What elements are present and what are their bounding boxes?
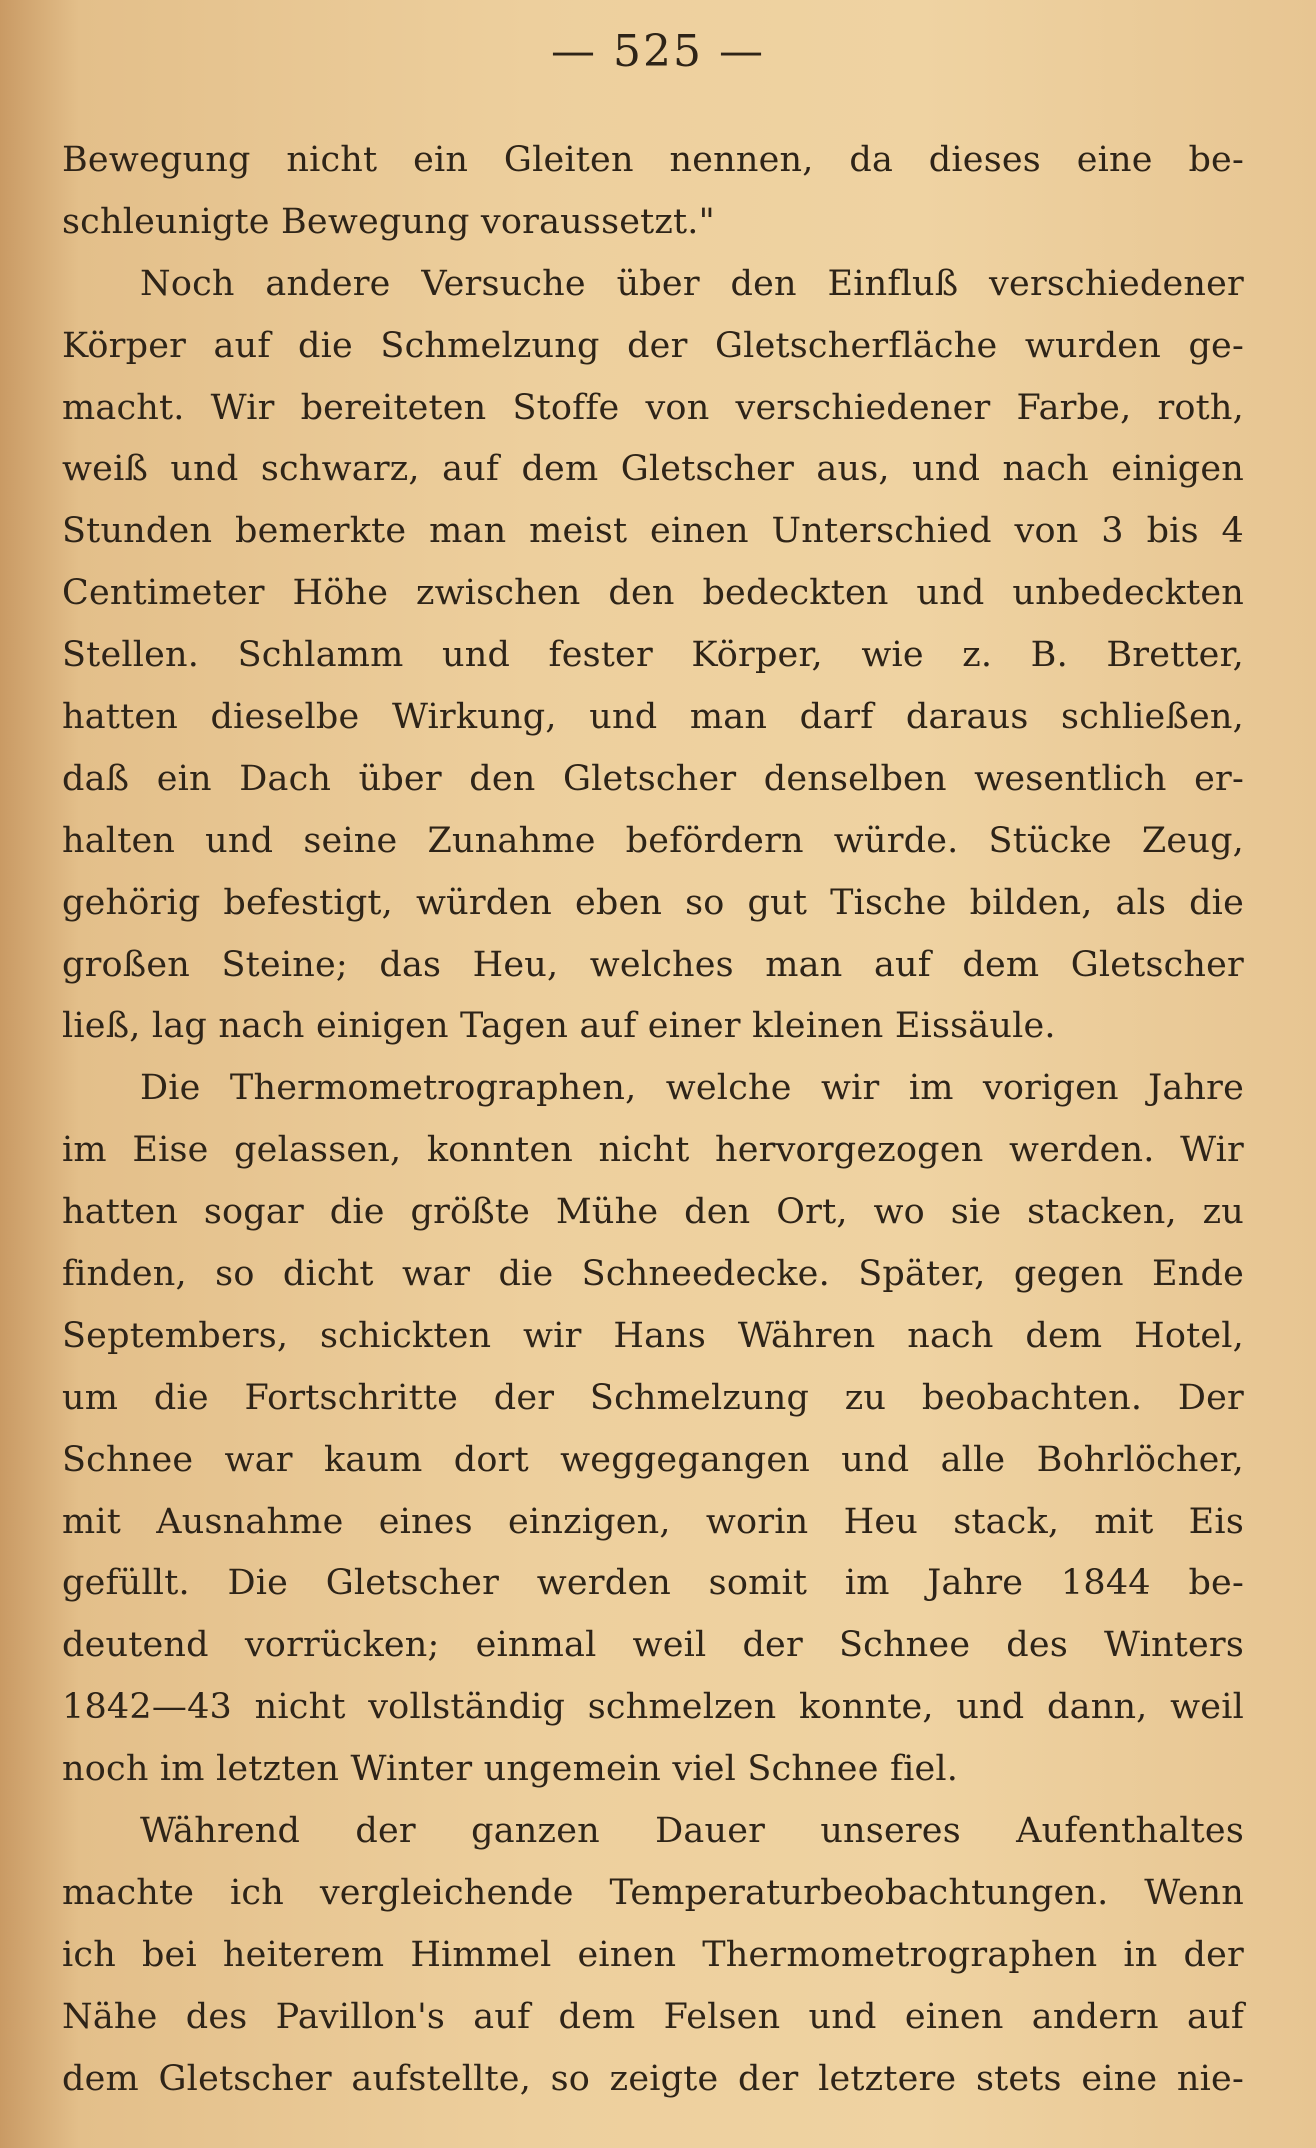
text-line: Centimeter Höhe zwischen den bedeckten und unbedeckten xyxy=(62,573,1244,614)
text-line: noch im letzten Winter ungemein viel Schnee fiel. xyxy=(62,1749,959,1790)
text-line: Körper auf die Schmelzung der Gletscherfläche wurden ge- xyxy=(62,325,1244,366)
text-line: Die Thermometrographen, welche wir im vorigen Jahre xyxy=(140,1068,1244,1109)
text-line: daß ein Dach über den Gletscher denselben wesentlich er- xyxy=(62,758,1244,799)
text-line: ließ, lag nach einigen Tagen auf einer kleinen Eissäule. xyxy=(62,1006,1056,1047)
text-line: 1842—43 nicht vollständig schmelzen konnte, und dann, weil xyxy=(62,1687,1244,1728)
text-line: Bewegung nicht ein Gleiten nennen, da dieses eine be- xyxy=(62,140,1244,180)
text-line: gefüllt. Die Gletscher werden somit im Jahre 1844 be- xyxy=(62,1563,1244,1604)
text-line: im Eise gelassen, konnten nicht hervorgezogen werden. Wir xyxy=(62,1130,1244,1171)
text-line: deutend vorrücken; einmal weil der Schnee des Winters xyxy=(62,1625,1244,1666)
text-line: Schnee war kaum dort weggegangen und alle Bohrlöcher, xyxy=(62,1439,1244,1480)
text-line: hatten dieselbe Wirkung, und man darf daraus schließen, xyxy=(62,697,1244,738)
text-line: Noch andere Versuche über den Einfluß verschiedener xyxy=(140,263,1244,304)
text-line: schleunigte Bewegung voraussetzt." xyxy=(62,201,715,242)
text-line: gehörig befestigt, würden eben so gut Tische bilden, als die xyxy=(62,882,1244,923)
text-line: macht. Wir bereiteten Stoffe von verschiedener Farbe, roth, xyxy=(62,387,1244,428)
text-line: Stunden bemerkte man meist einen Unterschied von 3 bis 4 xyxy=(62,511,1244,552)
text-line: finden, so dicht war die Schneedecke. Später, gegen Ende xyxy=(62,1254,1244,1295)
text-line: Septembers, schickten wir Hans Währen nach dem Hotel, xyxy=(62,1315,1244,1356)
text-line: dem Gletscher aufstellte, so zeigte der letztere stets eine nie- xyxy=(62,2058,1244,2099)
body-text xyxy=(62,130,1244,2111)
text-line: mit Ausnahme eines einzigen, worin Heu stack, mit Eis xyxy=(62,1501,1244,1542)
text-line: Stellen. Schlamm und fester Körper, wie z. B. Bretter, xyxy=(62,635,1244,676)
text-line: Nähe des Pavillon's auf dem Felsen und einen andern auf xyxy=(62,1996,1244,2037)
text-line: um die Fortschritte der Schmelzung zu beobachten. Der xyxy=(62,1377,1244,1418)
page-number: — 525 — xyxy=(551,26,765,77)
text-line: halten und seine Zunahme befördern würde. Stücke Zeug, xyxy=(62,820,1244,861)
text-line: Während der ganzen Dauer unseres Aufenthaltes xyxy=(140,1811,1244,1852)
text-line: machte ich vergleichende Temperaturbeobachtungen. Wenn xyxy=(62,1872,1244,1913)
text-line: weiß und schwarz, auf dem Gletscher aus, und nach einigen xyxy=(62,449,1244,490)
text-line: ich bei heiterem Himmel einen Thermometrographen in der xyxy=(62,1934,1244,1975)
text-line: hatten sogar die größte Mühe den Ort, wo sie stacken, zu xyxy=(62,1192,1244,1233)
text-line: großen Steine; das Heu, welches man auf dem Gletscher xyxy=(62,944,1244,985)
